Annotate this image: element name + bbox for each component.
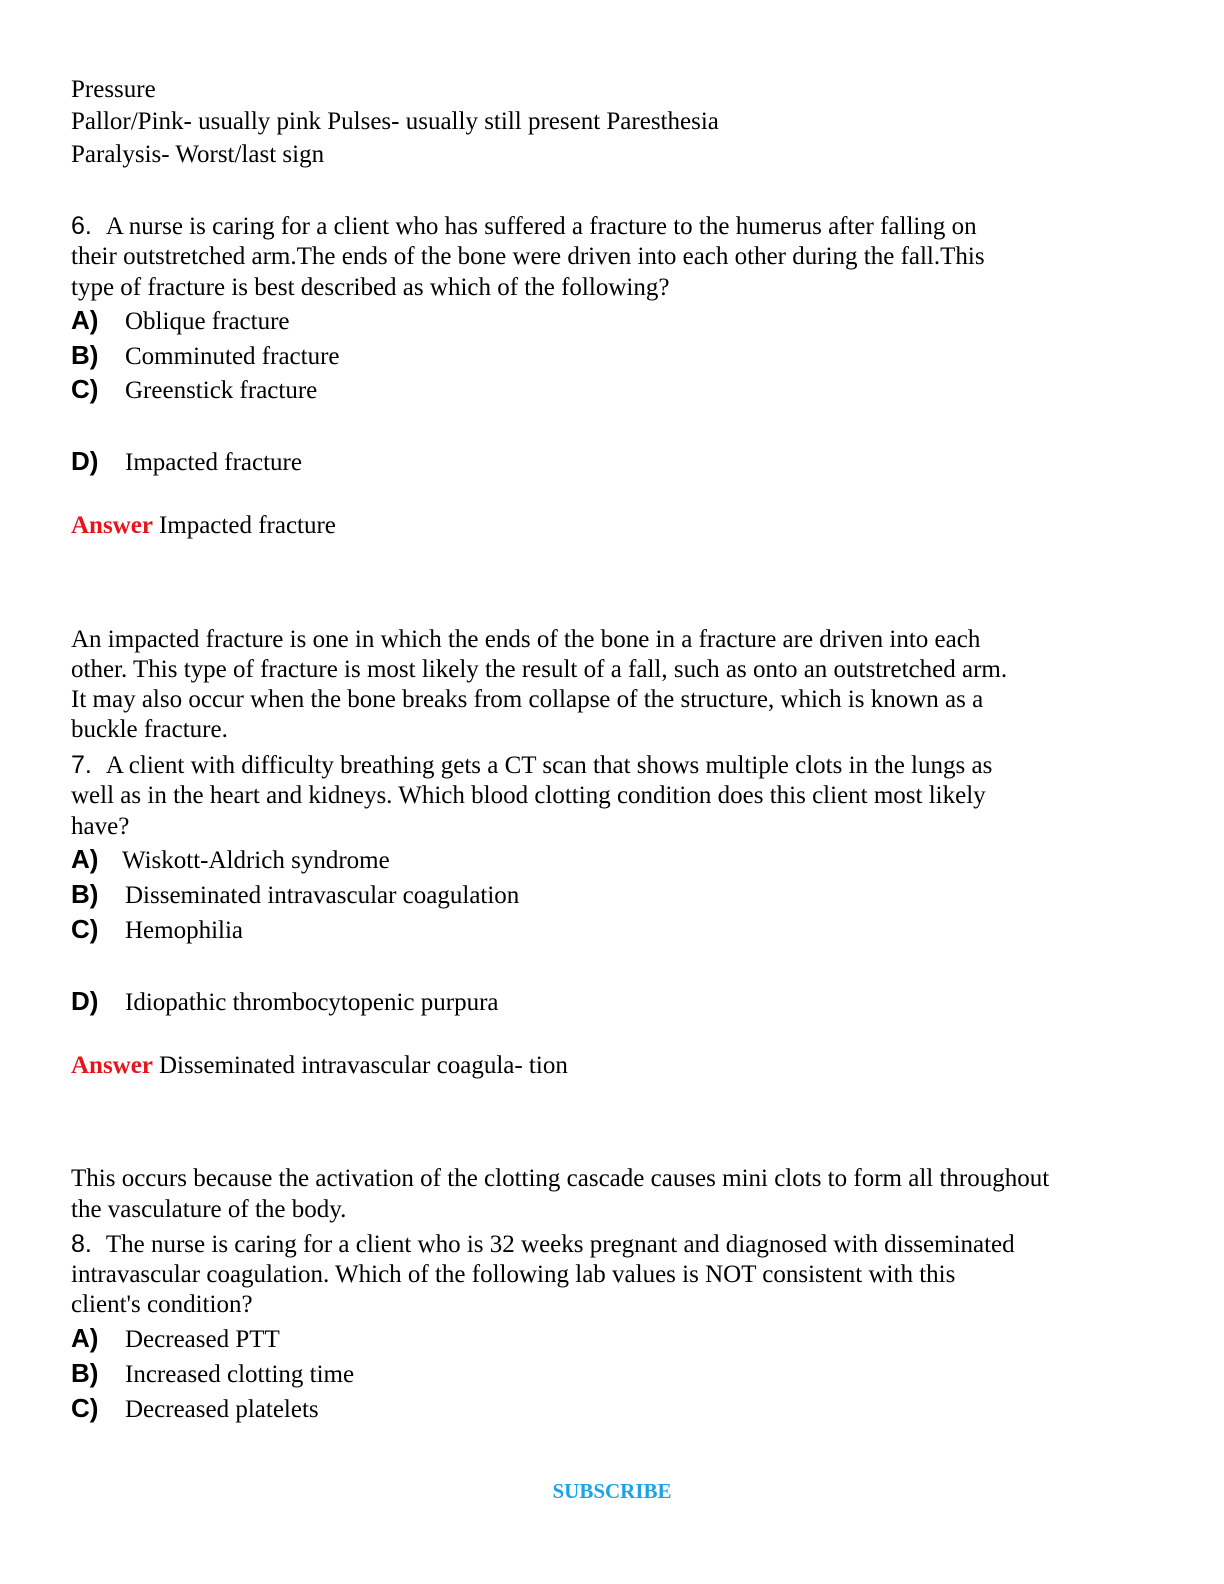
- option-text: Greenstick fracture: [125, 377, 318, 404]
- question-stem-line: The nurse is caring for a client who is 32 weeks pregnant and diagnosed with disseminated: [105, 1231, 1015, 1258]
- intro-line: Pallor/Pink- usually pink Pulses- usually still present Paresthesia: [71, 108, 719, 135]
- explanation-line: This occurs because the activation of the clotting cascade causes mini clots to form all throughout: [71, 1165, 1050, 1192]
- intro-line: Paralysis- Worst/last sign: [71, 141, 325, 168]
- answer-label: Answer: [71, 512, 153, 539]
- answer-line: [71, 1051, 568, 1081]
- subscribe-link[interactable]: SUBSCRIBE: [552, 1479, 672, 1503]
- option-text: Hemophilia: [125, 917, 244, 944]
- option-text: Idiopathic thrombocytopenic purpura: [125, 989, 499, 1016]
- option-text: Increased clotting time: [125, 1361, 355, 1388]
- option-a: [71, 304, 290, 338]
- option-letter: A): [71, 305, 99, 335]
- option-letter: A): [71, 1323, 99, 1353]
- question-number: 6.: [71, 212, 92, 240]
- question-stem-line: intravascular coagulation. Which of the following lab values is NOT consistent with this: [71, 1261, 956, 1288]
- option-letter: C): [71, 914, 99, 944]
- answer-text: Impacted fracture: [158, 512, 336, 539]
- option-letter: B): [71, 1358, 99, 1388]
- option-b: [71, 878, 519, 912]
- question-stem-line: A nurse is caring for a client who has suffered a fracture to the humerus after falling on: [105, 213, 977, 240]
- option-text: Comminuted fracture: [125, 343, 340, 370]
- option-b: [71, 1357, 354, 1391]
- question-stem-line: client's condition?: [71, 1291, 253, 1318]
- explanation-line: buckle fracture.: [71, 716, 228, 743]
- explanation-line: the vasculature of the body.: [71, 1196, 347, 1223]
- question-stem-line: have?: [71, 813, 130, 840]
- question-stem-line: well as in the heart and kidneys. Which blood clotting condition does this client most likely: [71, 782, 986, 809]
- option-a: [71, 1322, 280, 1356]
- question-stem-line: their outstretched arm.The ends of the bone were driven into each other during the fall.This: [71, 243, 985, 270]
- answer-text: Disseminated intravascular coagula- tion: [158, 1052, 568, 1079]
- explanation-line: other. This type of fracture is most likely the result of a fall, such as onto an outstretched arm.: [71, 656, 1008, 683]
- explanation-line: It may also occur when the bone breaks from collapse of the structure, which is known as a: [71, 686, 984, 713]
- option-c: [71, 913, 243, 947]
- question-number: 8.: [71, 1230, 92, 1258]
- option-letter: A): [71, 844, 99, 874]
- answer-label: Answer: [71, 1052, 153, 1079]
- option-letter: C): [71, 1393, 99, 1423]
- option-text: Disseminated intravascular coagulation: [125, 882, 520, 909]
- option-b: [71, 339, 340, 373]
- option-text: Decreased platelets: [125, 1396, 319, 1423]
- question-stem-line: A client with difficulty breathing gets a CT scan that shows multiple clots in the lungs as: [105, 752, 993, 779]
- option-text: Wiskott-Aldrich syndrome: [122, 847, 390, 874]
- answer-line: [71, 511, 336, 541]
- option-text: Oblique fracture: [125, 308, 290, 335]
- question-number: 7.: [71, 751, 92, 779]
- question-6-stem: [71, 211, 977, 242]
- option-d: [71, 985, 499, 1019]
- question-stem-line: type of fracture is best described as which of the following?: [71, 274, 670, 301]
- question-8-stem: [71, 1229, 1015, 1260]
- option-letter: D): [71, 446, 99, 476]
- option-letter: D): [71, 986, 99, 1016]
- explanation-line: An impacted fracture is one in which the ends of the bone in a fracture are driven into each: [71, 626, 981, 653]
- option-a: [71, 843, 390, 877]
- option-text: Impacted fracture: [125, 449, 302, 476]
- question-7-stem: [71, 750, 992, 781]
- option-letter: B): [71, 340, 99, 370]
- option-c: [71, 373, 317, 407]
- option-letter: B): [71, 879, 99, 909]
- option-text: Decreased PTT: [125, 1326, 280, 1353]
- option-d: [71, 445, 302, 479]
- option-letter: C): [71, 374, 99, 404]
- option-c: [71, 1392, 319, 1426]
- intro-line: Pressure: [71, 76, 156, 103]
